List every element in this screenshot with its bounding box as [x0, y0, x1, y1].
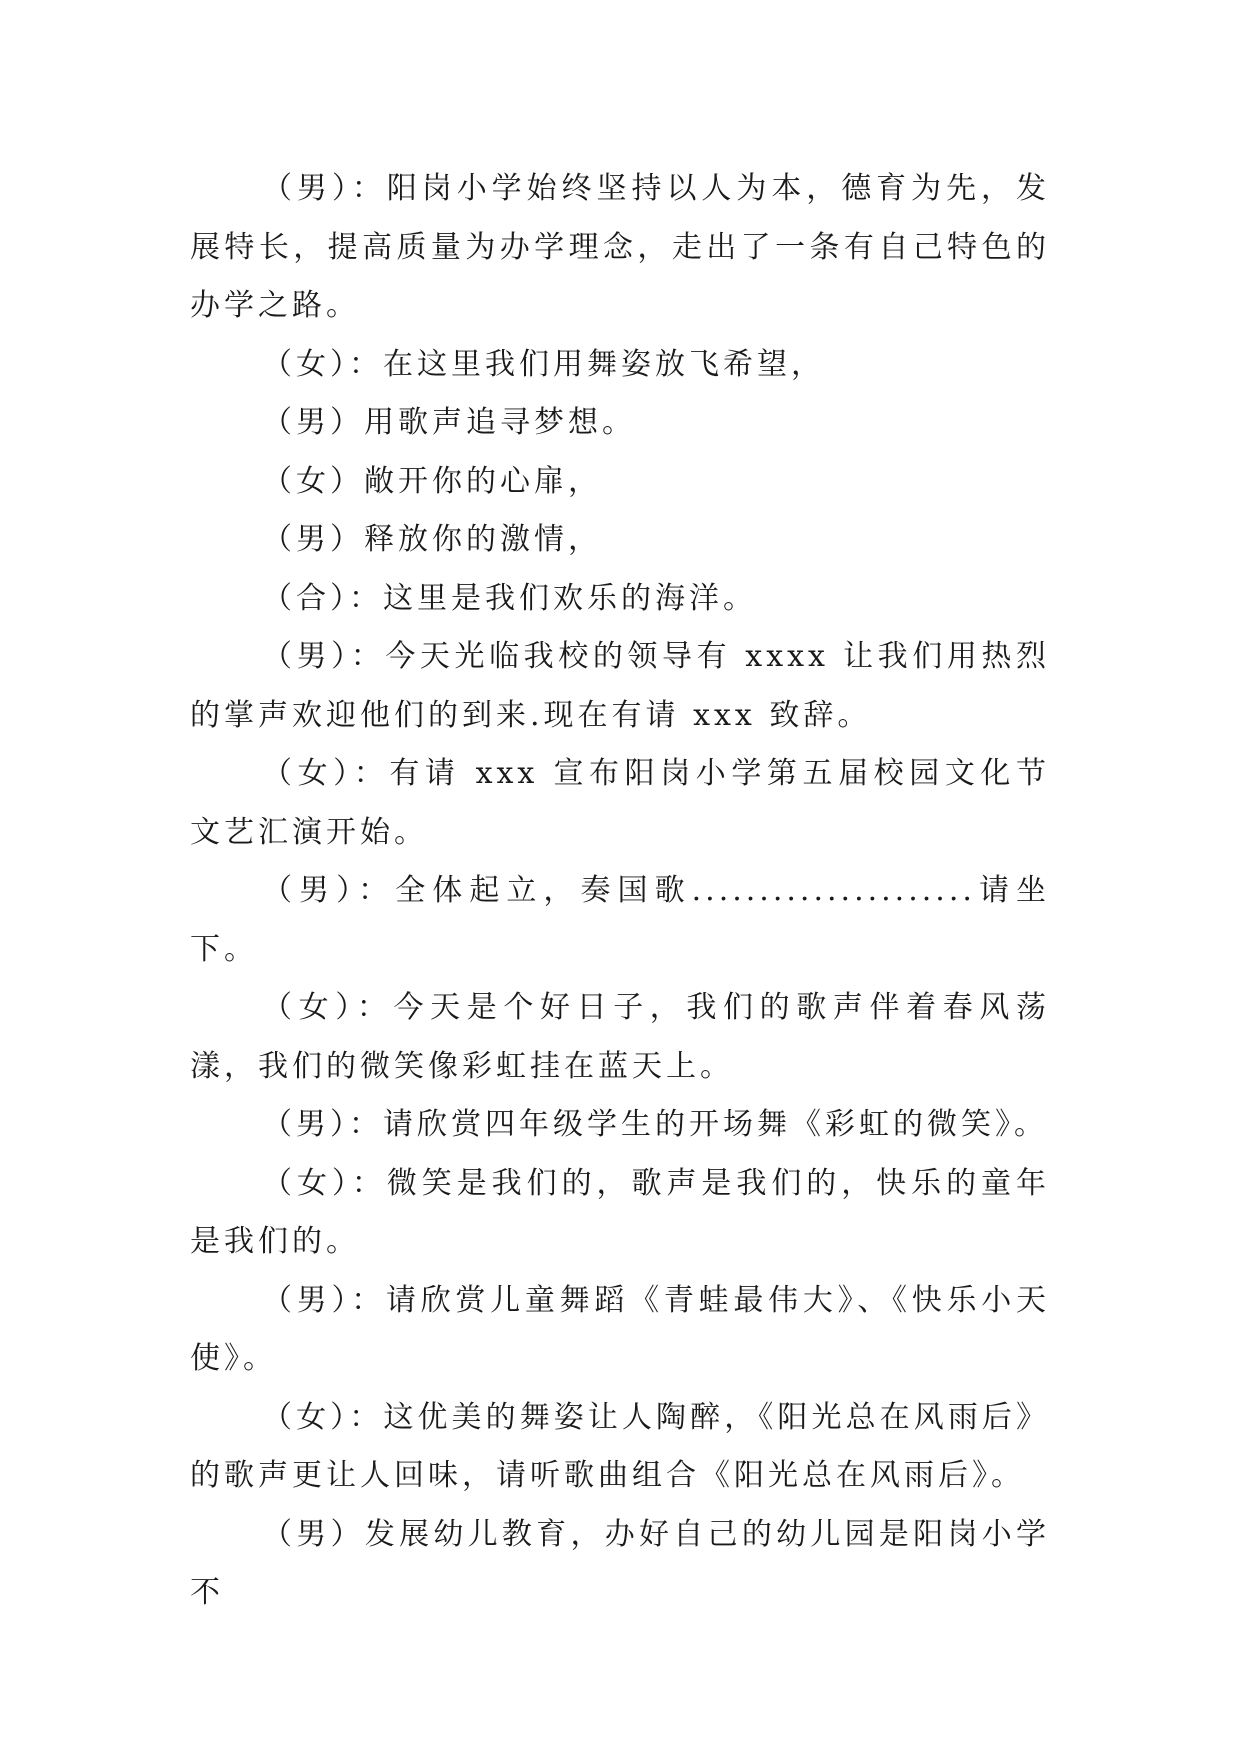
paragraph-14: （女）：这优美的舞姿让人陶醉，《阳光总在风雨后》的歌声更让人回味，请听歌曲组合《阳光总在风雨后》。 [190, 1399, 1050, 1493]
paragraph-10: （女）：今天是个好日子，我们的歌声伴着春风荡漾，我们的微笑像彩虹挂在蓝天上。 [190, 990, 1050, 1084]
paragraph-12: （女）：微笑是我们的，歌声是我们的，快乐的童年是我们的。 [190, 1165, 1050, 1259]
document-body [190, 160, 1050, 1623]
paragraph-1: （男）：阳岗小学始终坚持以人为本，德育为先，发展特长，提高质量为办学理念，走出了一条有自己特色的办学之路。 [190, 171, 1050, 323]
paragraph-15: （男）发展幼儿教育，办好自己的幼儿园是阳岗小学不 [190, 1516, 1050, 1610]
paragraph-5: （男）释放你的激情， [262, 522, 602, 557]
paragraph-2: （女）：在这里我们用舞姿放飞希望， [262, 346, 825, 382]
paragraph-3: （男）用歌声追寻梦想。 [262, 405, 636, 440]
paragraph-8: （女）：有请 xxx 宣布阳岗小学第五届校园文化节文艺汇演开始。 [190, 756, 1050, 850]
paragraph-13: （男）：请欣赏儿童舞蹈《青蛙最伟大》、《快乐小天使》。 [190, 1282, 1050, 1376]
paragraph-7: （男）：今天光临我校的领导有 xxxx 让我们用热烈的掌声欢迎他们的到来.现在有请 xxx 致辞。 [190, 639, 1050, 733]
paragraph-6: （合）：这里是我们欢乐的海洋。 [262, 580, 757, 616]
paragraph-9: （男）：全体起立，奏国歌.....................请坐下。 [190, 873, 1050, 967]
paragraph-11: （男）：请欣赏四年级学生的开场舞《彩虹的微笑》。 [262, 1107, 1048, 1142]
paragraph-4: （女）敞开你的心扉， [262, 463, 602, 499]
